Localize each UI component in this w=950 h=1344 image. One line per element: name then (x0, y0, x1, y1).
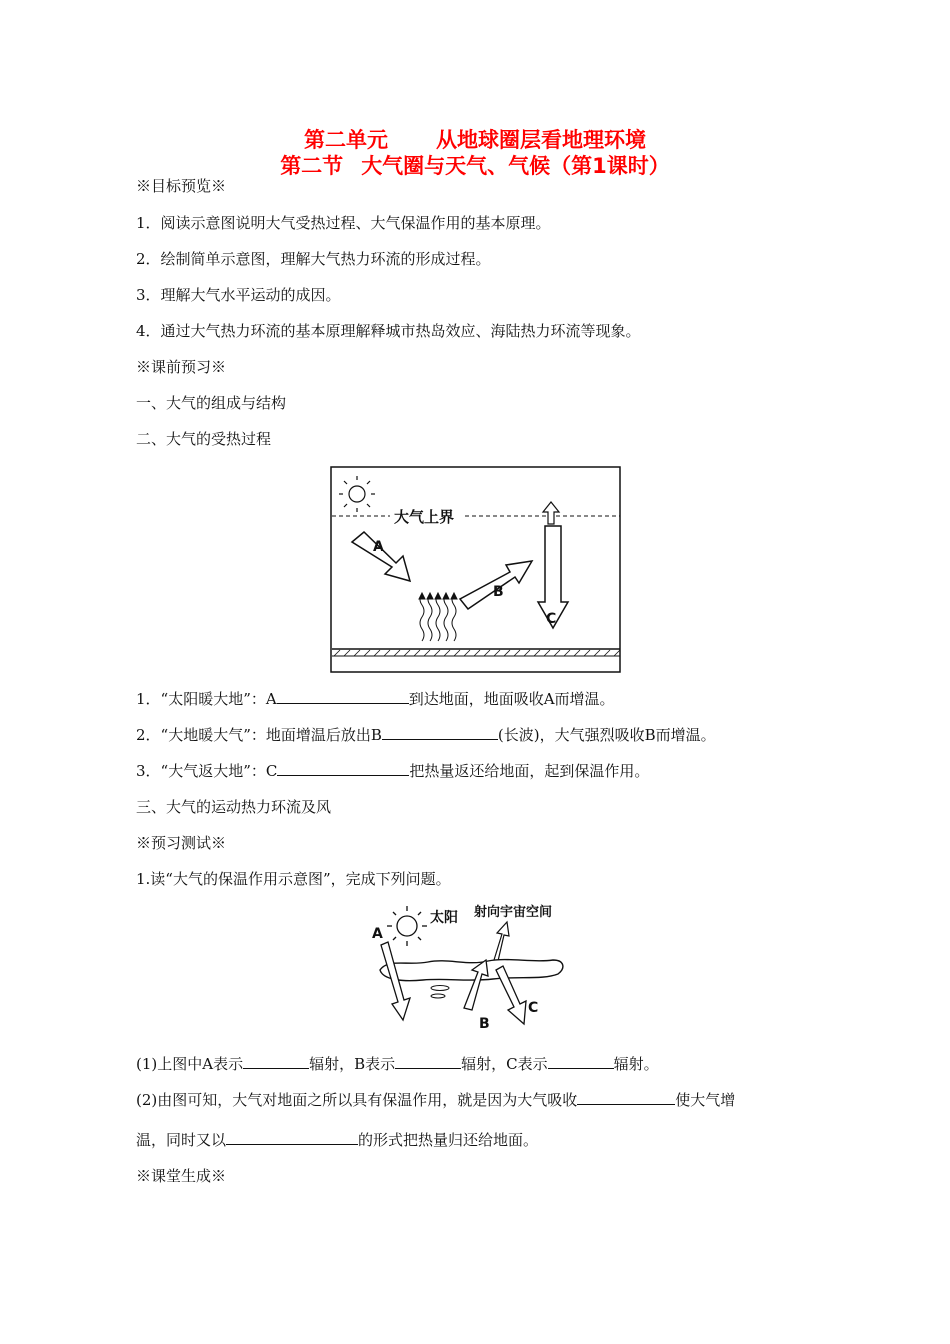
label-a: A (373, 539, 384, 555)
answer-blank[interactable] (226, 1130, 358, 1145)
answer-blank[interactable] (577, 1090, 675, 1105)
fill-q3-suffix: 把热量返还给地面，起到保温作用。 (409, 762, 650, 780)
fill-question-1 (136, 689, 615, 709)
answer-blank[interactable] (277, 761, 409, 776)
answer-blank[interactable] (548, 1054, 614, 1069)
fill-q2-suffix: (长波)，大气强烈吸收B而增温。 (497, 726, 716, 744)
label-c: C (528, 1000, 539, 1016)
test-heading: ※预习测试※ (136, 834, 227, 852)
answer-blank[interactable] (395, 1054, 461, 1069)
goal-item: 2．绘制简单示意图，理解大气热力环流的形成过程。 (136, 250, 491, 268)
sub1-part1: (1)上图中A表示 (136, 1055, 244, 1073)
goal-item: 3．理解大气水平运动的成因。 (136, 286, 341, 304)
class-heading: ※课堂生成※ (136, 1167, 227, 1185)
sub2-part2: 使大气增 (675, 1091, 736, 1109)
space-label: 射向宇宙空间 (474, 905, 553, 920)
section-number: 第二节 (280, 154, 344, 178)
fill-question-3 (136, 761, 649, 781)
sub2-part4: 的形式把热量归还给地面。 (358, 1131, 539, 1149)
unit-number: 第二单元 (304, 128, 388, 152)
heading-circulation: 三、大气的运动热力环流及风 (136, 798, 332, 816)
heating-process-diagram (330, 466, 622, 674)
sub1-part3: 辐射，C表示 (461, 1055, 548, 1073)
sub2-part3: 温，同时又以 (136, 1131, 227, 1149)
answer-blank[interactable] (277, 689, 409, 704)
sub-question-1 (136, 1054, 659, 1074)
sun-icon (387, 906, 427, 946)
fill-q1-suffix: 到达地面，地面吸收A而增温。 (408, 690, 615, 708)
label-c: C (546, 611, 557, 627)
sub1-part4: 辐射。 (613, 1055, 659, 1073)
unit-name: 从地球圈层看地理环境 (436, 128, 646, 152)
fill-question-2 (136, 725, 716, 745)
label-a: A (372, 926, 383, 942)
label-b: B (479, 1016, 490, 1032)
fill-q2-prefix: 2．“大地暖大气”：地面增温后放出B (136, 726, 382, 744)
preview-heading: ※课前预习※ (136, 358, 227, 376)
sub-question-2-cont (136, 1130, 538, 1150)
arrow-to-space (494, 922, 509, 961)
goals-heading: ※目标预览※ (136, 177, 227, 195)
insulation-diagram (368, 900, 572, 1034)
fill-q1-prefix: 1．“太阳暖大地”：A (136, 690, 277, 708)
upper-atmosphere-label: 大气上界 (394, 508, 455, 526)
heading-heating-process: 二、大气的受热过程 (136, 430, 272, 448)
heading-atmosphere-structure: 一、大气的组成与结构 (136, 394, 287, 412)
answer-blank[interactable] (243, 1054, 309, 1069)
goal-item: 4．通过大气热力环流的基本原理解释城市热岛效应、海陆热力环流等现象。 (136, 322, 641, 340)
sub-question-2 (136, 1090, 735, 1110)
sun-label: 太阳 (430, 910, 458, 926)
sub2-part1: (2)由图可知，大气对地面之所以具有保温作用，就是因为大气吸收 (136, 1091, 578, 1109)
label-b: B (493, 584, 504, 600)
section-name: 大气圈与天气、气候（第1课时） (361, 154, 670, 178)
fill-q3-prefix: 3．“大气返大地”：C (136, 762, 278, 780)
test-question-1: 1.读“大气的保温作用示意图”，完成下列问题。 (136, 870, 451, 888)
answer-blank[interactable] (382, 725, 498, 740)
goal-item: 1．阅读示意图说明大气受热过程、大气保温作用的基本原理。 (136, 214, 551, 232)
sub1-part2: 辐射，B表示 (309, 1055, 396, 1073)
